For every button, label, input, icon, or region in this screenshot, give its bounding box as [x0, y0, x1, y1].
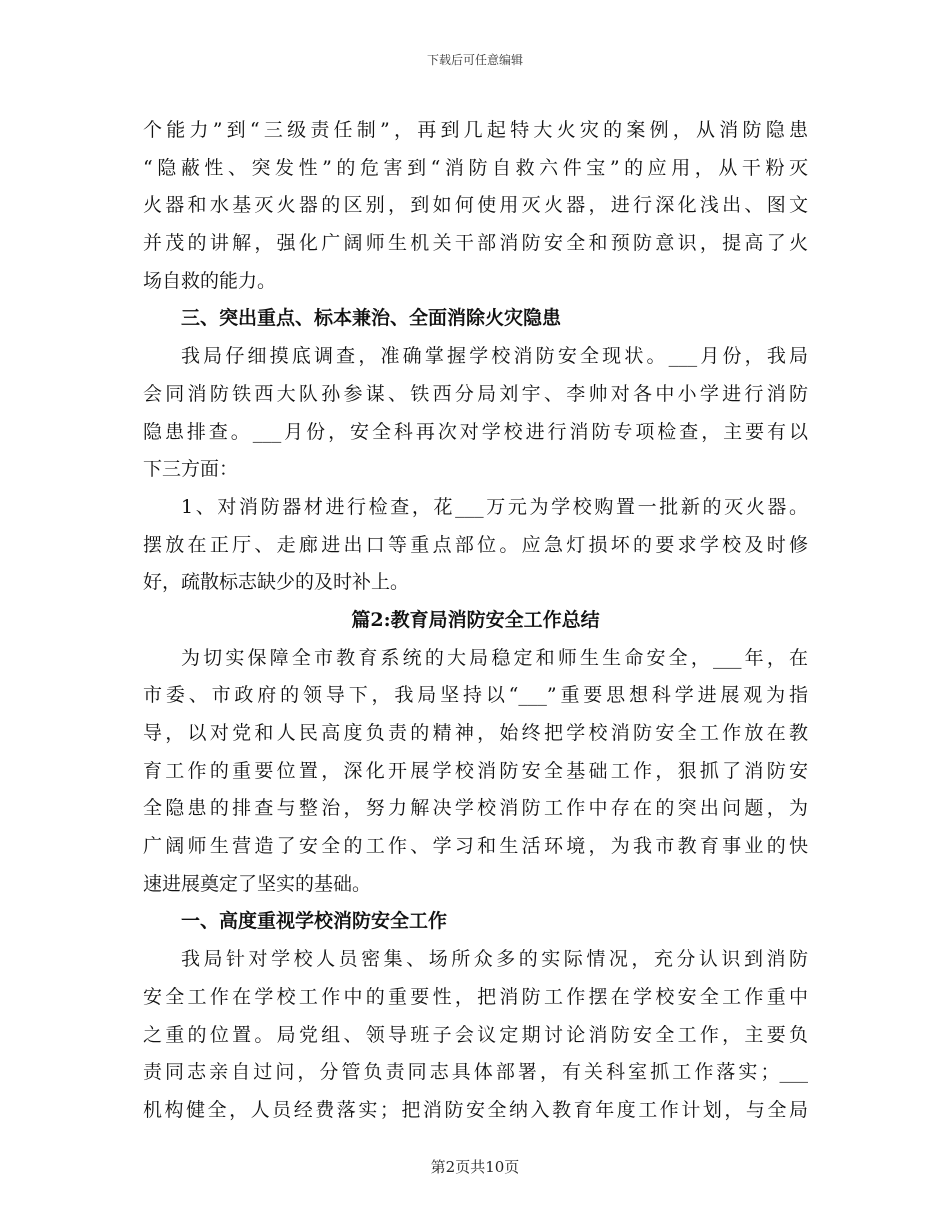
- text-line: 下三方面：: [143, 458, 239, 481]
- text-line: 机构健全，人员经费落实；把消防安全纳入教育年度工作计划，与全局: [143, 1098, 808, 1121]
- text-line: 会同消防铁西大队孙参谋、铁西分局刘宇、李帅对各中小学进行消防: [143, 382, 808, 405]
- text-line: 隐患排查。___月份，安全科再次对学校进行消防专项检查，主要有以: [143, 420, 808, 443]
- text-line: 1、对消防器材进行检查，花___万元为学校购置一批新的灭火器。: [181, 495, 808, 518]
- text-line: 并茂的讲解，强化广阔师生机关干部消防安全和预防意识，提高了火: [143, 232, 808, 255]
- text-line: 安全工作在学校工作中的重要性，把消防工作摆在学校安全工作重中: [143, 985, 808, 1008]
- page-header: 下载后可任意编辑: [426, 53, 523, 67]
- text-line: 速进展奠定了坚实的基础。: [143, 872, 372, 895]
- text-line: 我局仔细摸底调查，准确掌握学校消防安全现状。___月份，我局: [181, 345, 808, 368]
- section-heading: 一、高度重视学校消防安全工作: [181, 910, 448, 933]
- text-line: 场自救的能力。: [143, 269, 277, 292]
- article-title: 篇2:教育局消防安全工作总结: [351, 608, 600, 631]
- text-line: 火器和水基灭火器的区别，到如何使用灭火器，进行深化浅出、图文: [143, 194, 808, 217]
- text-line: 育工作的重要位置，深化开展学校消防安全基础工作，狠抓了消防安: [143, 759, 808, 782]
- text-line: 好，疏散标志缺少的及时补上。: [143, 571, 410, 594]
- text-line: 广阔师生营造了安全的工作、学习和生活环境，为我市教育事业的快: [143, 835, 808, 858]
- text-line: 摆放在正厅、走廊进出口等重点部位。应急灯损坏的要求学校及时修: [143, 533, 808, 556]
- text-line: 导，以对党和人民高度负责的精神，始终把学校消防安全工作放在教: [143, 722, 808, 744]
- text-line: 全隐患的排查与整治，努力解决学校消防工作中存在的突出问题，为: [143, 797, 808, 820]
- text-line: 市委、市政府的领导下，我局坚持以“___”重要思想科学进展观为指: [143, 684, 808, 707]
- text-line: 为切实保障全市教育系统的大局稳定和师生生命安全，___年，在: [181, 646, 808, 669]
- text-line: 我局针对学校人员密集、场所众多的实际情况，充分认识到消防: [181, 948, 808, 971]
- text-line: 责同志亲自过问，分管负责同志具体部署，有关科室抓工作落实；___: [143, 1061, 808, 1084]
- text-line: “隐蔽性、突发性”的危害到“消防自救六件宝”的应用，从干粉灭: [143, 156, 808, 179]
- section-heading: 三、突出重点、标本兼治、全面消除火灾隐患: [181, 307, 562, 330]
- page-footer: 第2页共10页: [430, 1158, 520, 1176]
- document-body: [143, 112, 808, 1130]
- text-line: 之重的位置。局党组、领导班子会议定期讨论消防安全工作，主要负: [143, 1023, 808, 1046]
- text-line: 个能力”到“三级责任制”，再到几起特大火灾的案例，从消防隐患: [143, 119, 808, 141]
